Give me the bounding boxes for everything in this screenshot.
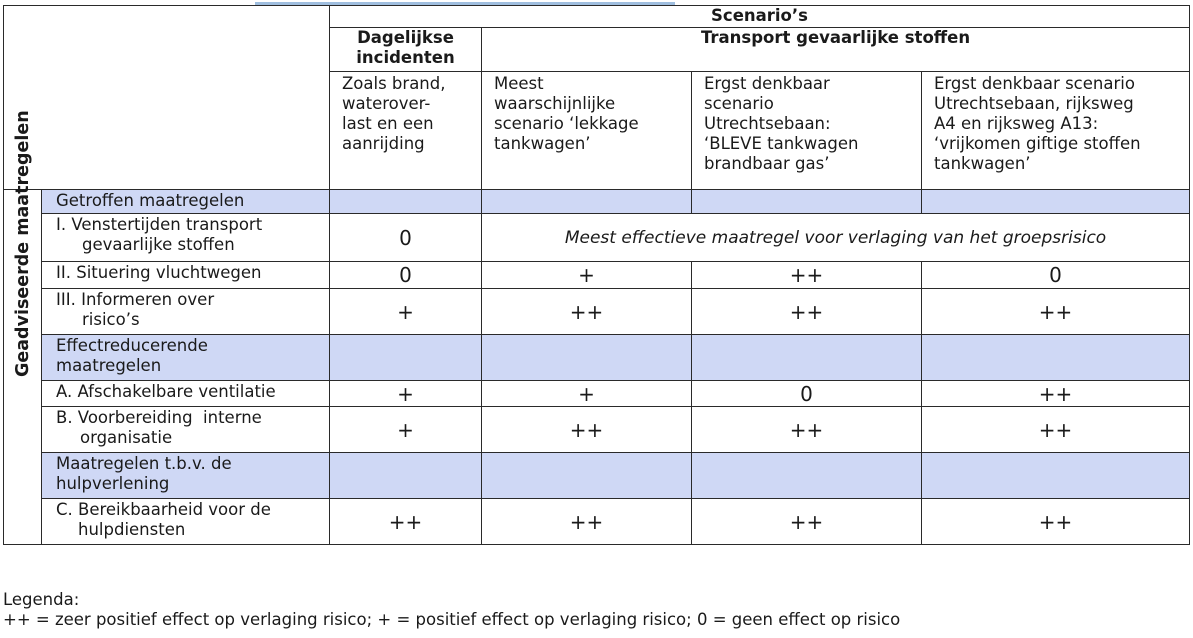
- row-ii-value-daily: 0: [330, 262, 482, 289]
- row-iii-value-worst2: ++: [922, 289, 1190, 335]
- row-ii-value-worst2: 0: [922, 262, 1190, 289]
- row-i-label: I. Venstertijden transport gevaarlijke stoffen: [42, 214, 330, 262]
- row-a-value-worst1: 0: [692, 381, 922, 407]
- row-i-note: Meest effectieve maatregel voor verlaging van het groepsrisico: [482, 214, 1190, 262]
- row-b-value-likely: ++: [482, 407, 692, 453]
- scenarios-header: Scenario’s: [330, 6, 1190, 28]
- corner-cell: [4, 6, 330, 190]
- legend-title: Legenda:: [3, 590, 80, 609]
- row-iii-value-daily: +: [330, 289, 482, 335]
- row-ii-label: II. Situering vluchtwegen: [42, 262, 330, 289]
- measures-table: [3, 5, 1190, 545]
- row-ii-value-worst1: ++: [692, 262, 922, 289]
- legend-text: ++ = zeer positief effect op verlaging risico; + = positief effect op verlaging risico; 0 = geen effect op risico: [3, 610, 901, 629]
- row-c-value-worst2: ++: [922, 499, 1190, 545]
- legend: [3, 590, 900, 630]
- side-label: Geadviseerde maatregelen: [12, 110, 33, 377]
- row-iii-value-worst1: ++: [692, 289, 922, 335]
- row-getroffen-label: Getroffen maatregelen: [42, 190, 330, 214]
- scenario-likely-description: Meest waarschijnlijke scenario ‘lekkage tankwagen’: [482, 72, 692, 190]
- row-a-label: A. Afschakelbare ventilatie: [42, 381, 330, 407]
- row-c-value-likely: ++: [482, 499, 692, 545]
- row-b-value-worst2: ++: [922, 407, 1190, 453]
- row-c-label: C. Bereikbaarheid voor de hulpdiensten: [42, 499, 330, 545]
- row-ii-value-likely: +: [482, 262, 692, 289]
- row-i-daily-value: 0: [330, 214, 482, 262]
- row-c-value-worst1: ++: [692, 499, 922, 545]
- row-effect-label: Effectreducerende maatregelen: [42, 335, 330, 381]
- daily-incidents-header: Dagelijkse incidenten: [330, 28, 482, 72]
- scenario-worst2-description: Ergst denkbaar scenario Utrechtsebaan, rijksweg A4 en rijksweg A13: ‘vrijkomen giftige stoffen tankwagen’: [922, 72, 1190, 190]
- row-b-label: B. Voorbereiding interne organisatie: [42, 407, 330, 453]
- row-hulp-label: Maatregelen t.b.v. de hulpverlening: [42, 453, 330, 499]
- side-label-cell: [4, 110, 42, 545]
- row-iii-value-likely: ++: [482, 289, 692, 335]
- transport-header: Transport gevaarlijke stoffen: [482, 28, 1190, 72]
- row-a-value-likely: +: [482, 381, 692, 407]
- row-a-value-daily: +: [330, 381, 482, 407]
- row-b-value-daily: +: [330, 407, 482, 453]
- row-a-value-worst2: ++: [922, 381, 1190, 407]
- row-b-value-worst1: ++: [692, 407, 922, 453]
- row-c-value-daily: ++: [330, 499, 482, 545]
- row-iii-label: III. Informeren over risico’s: [42, 289, 330, 335]
- scenario-worst1-description: Ergst denkbaar scenario Utrechtsebaan: ‘BLEVE tankwagen brandbaar gas’: [692, 72, 922, 190]
- scenario-daily-description: Zoals brand, waterover- last en een aanrijding: [330, 72, 482, 190]
